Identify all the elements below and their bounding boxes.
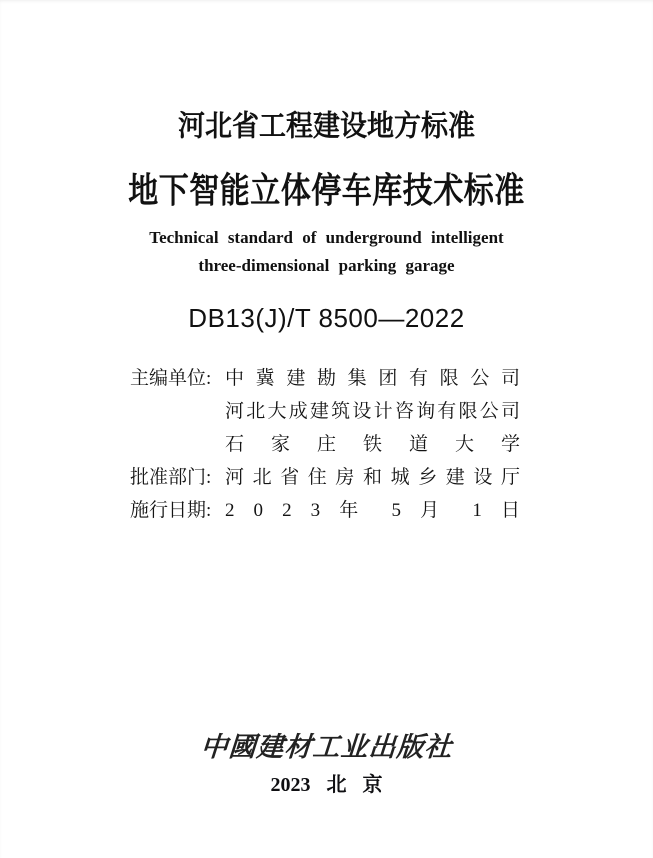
publisher-year-city: 2023 北 京 [270, 774, 383, 796]
info-row-chief-editor-1 [130, 362, 520, 395]
info-row-effective-date [130, 494, 520, 527]
approval-department: 河北省住房和城乡建设厅 [225, 467, 520, 488]
chief-editor-org-2: 河北大成建筑设计咨询有限公司 [225, 401, 520, 422]
info-row-approval [130, 461, 520, 494]
chief-editor-label: 主编单位: [130, 368, 212, 389]
info-row-chief-editor-2 [130, 395, 520, 428]
effective-date-value: 2 0 2 3 年 5 月 1 日 [225, 500, 520, 521]
main-title-zh: 地下智能立体停车库技术标准 [128, 171, 525, 211]
chief-editor-org-3: 石家庄铁道大学 [225, 434, 520, 455]
publication-info [130, 362, 520, 527]
publisher-calligraphy-logo: 中國建材工业出版社 [199, 732, 454, 763]
info-row-chief-editor-3 [130, 428, 520, 461]
standard-number: DB13(J)/T 8500—2022 [188, 303, 465, 333]
label-spacer [130, 395, 225, 428]
main-title-en-line2: three-dimensional parking garage [198, 256, 455, 275]
approval-label: 批准部门: [130, 467, 212, 488]
label-spacer [130, 428, 225, 461]
chief-editor-org-1: 中冀建勘集团有限公司 [225, 368, 520, 389]
main-title-en [0, 224, 653, 280]
series-title: 河北省工程建设地方标准 [178, 109, 475, 143]
main-title-en-line1: Technical standard of underground intelligent [149, 228, 504, 247]
effective-date-label: 施行日期: [130, 500, 212, 521]
